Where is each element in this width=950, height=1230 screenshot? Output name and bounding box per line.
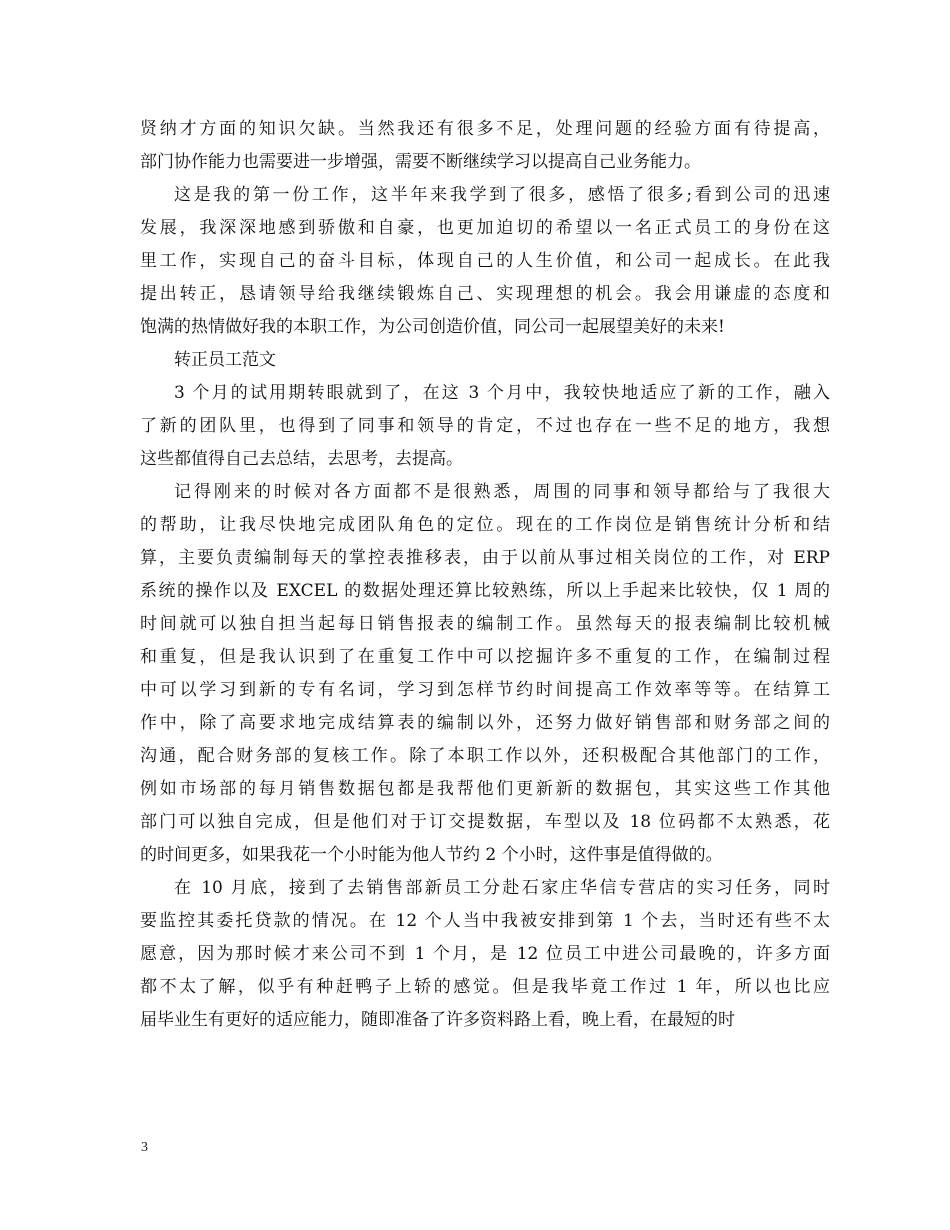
document-body xyxy=(140,113,830,1037)
text-line: 饱满的热情做好我的本职工作，为公司创造价值，同公司一起展望美好的未来! xyxy=(140,317,725,337)
text-line: 届毕业生有更好的适应能力，随即准备了许多资料路上看，晚上看，在最短的时 xyxy=(140,1010,735,1030)
text-line: 提出转正，恳请领导给我继续锻炼自己、实现理想的机会。我会用谦虚的态度和 xyxy=(140,284,830,304)
paragraph xyxy=(140,344,830,377)
text-line: 这些都值得自己去总结，去思考，去提高。 xyxy=(140,449,463,469)
text-line: 作中，除了高要求地完成结算表的编制以外，还努力做好销售部和财务部之间的 xyxy=(140,713,830,733)
text-line: 愿意，因为那时候才来公司不到 1 个月，是 12 位员工中进公司最晚的，许多方面 xyxy=(140,944,830,964)
text-line: 要监控其委托贷款的情况。在 12 个人当中我被安排到第 1 个去，当时还有些不太 xyxy=(140,911,830,931)
text-line: 系统的操作以及 EXCEL 的数据处理还算比较熟练，所以上手起来比较快，仅 1 周的 xyxy=(140,581,830,601)
text-line: 算，主要负责编制每天的掌控表推移表，由于以前从事过相关岗位的工作，对 ERP xyxy=(140,548,830,568)
text-line: 转正员工范文 xyxy=(174,350,276,370)
text-line: 部门协作能力也需要进一步增强，需要不断继续学习以提高自己业务能力。 xyxy=(140,152,701,172)
text-line: 这是我的第一份工作，这半年来我学到了很多，感悟了很多;看到公司的迅速 xyxy=(174,185,830,205)
page-number: 3 xyxy=(141,1140,148,1155)
text-line: 中可以学习到新的专有名词，学习到怎样节约时间提高工作效率等等。在结算工 xyxy=(140,680,830,700)
text-line: 3 个月的试用期转眼就到了，在这 3 个月中，我较快地适应了新的工作，融入 xyxy=(174,383,830,403)
text-line: 例如市场部的每月销售数据包都是我帮他们更新新的数据包，其实这些工作其他 xyxy=(140,779,830,799)
paragraph xyxy=(140,179,830,344)
text-line: 都不太了解，似乎有种赶鸭子上轿的感觉。但是我毕竟工作过 1 年，所以也比应 xyxy=(140,977,830,997)
text-line: 时间就可以独自担当起每日销售报表的编制工作。虽然每天的报表编制比较机械 xyxy=(140,614,830,634)
text-line: 了新的团队里，也得到了同事和领导的肯定，不过也存在一些不足的地方，我想 xyxy=(140,416,830,436)
paragraph xyxy=(140,476,830,872)
paragraph xyxy=(140,377,830,476)
text-line: 发展，我深深地感到骄傲和自豪，也更加迫切的希望以一名正式员工的身份在这 xyxy=(140,218,830,238)
paragraph xyxy=(140,872,830,1037)
text-line: 记得刚来的时候对各方面都不是很熟悉，周围的同事和领导都给与了我很大 xyxy=(174,482,830,502)
text-line: 的帮助，让我尽快地完成团队角色的定位。现在的工作岗位是销售统计分析和结 xyxy=(140,515,830,535)
text-line: 的时间更多，如果我花一个小时能为他人节约 2 个小时，这件事是值得做的。 xyxy=(140,845,723,865)
paragraph xyxy=(140,113,830,179)
text-line: 在 10 月底，接到了去销售部新员工分赴石家庄华信专营店的实习任务，同时 xyxy=(174,878,830,898)
text-line: 沟通，配合财务部的复核工作。除了本职工作以外，还积极配合其他部门的工作， xyxy=(140,746,830,766)
text-line: 部门可以独自完成，但是他们对于订交提数据，车型以及 18 位码都不太熟悉，花 xyxy=(140,812,830,832)
text-line: 里工作，实现自己的奋斗目标，体现自己的人生价值，和公司一起成长。在此我 xyxy=(140,251,830,271)
text-line: 和重复，但是我认识到了在重复工作中可以挖掘许多不重复的工作，在编制过程 xyxy=(140,647,830,667)
text-line: 贤纳才方面的知识欠缺。当然我还有很多不足，处理问题的经验方面有待提高， xyxy=(140,119,830,139)
